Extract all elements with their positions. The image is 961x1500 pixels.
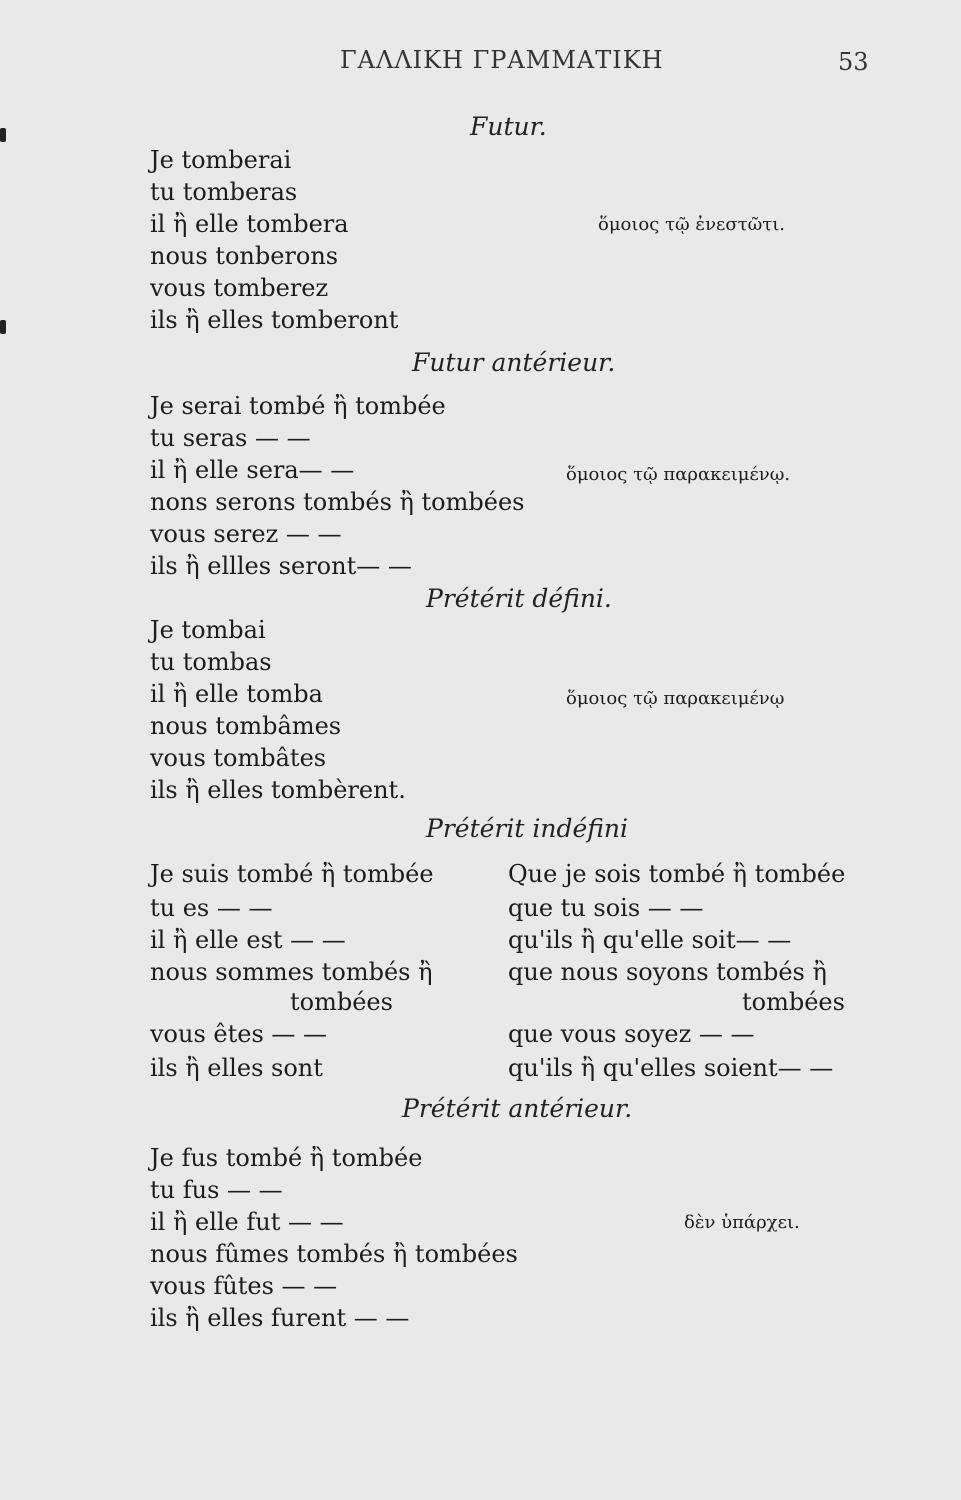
greek-note: ὅμοιος τῷ παρακειμένῳ xyxy=(566,688,785,709)
conjugation-line: vous tombâtes xyxy=(150,744,327,772)
conjugation-line: Je tombai xyxy=(150,616,266,644)
conjugation-line: nous sommes tombés ἢ xyxy=(150,958,433,986)
section-heading-futur: Futur. xyxy=(470,112,547,141)
conjugation-line: ils ἢ elles sont xyxy=(150,1054,323,1082)
conjugation-line: Je tomberai xyxy=(150,146,292,174)
conjugation-line: tu es — — xyxy=(150,894,273,922)
subjunctive-line: que nous soyons tombés ἢ xyxy=(508,958,827,986)
greek-note: ὅμοιος τῷ παρακειμένῳ. xyxy=(566,464,791,485)
binding-mark xyxy=(0,320,6,334)
conjugation-line: ils ἢ ellles seront— — xyxy=(150,552,412,580)
conjugation-line: ils ἢ elles tombèrent. xyxy=(150,776,406,804)
conjugation-line: Je suis tombé ἢ tombée xyxy=(150,860,434,888)
running-header-title: ΓΑΛΛΙΚΗ ΓΡΑΜΜΑΤΙΚΗ xyxy=(340,46,664,74)
conjugation-line: tu seras — — xyxy=(150,424,311,452)
conjugation-line: il ἢ elle sera— — xyxy=(150,456,355,484)
conjugation-line: il ἢ elle tombera xyxy=(150,210,349,238)
conjugation-line: ils ἢ elles tomberont xyxy=(150,306,399,334)
conjugation-line: tu tomberas xyxy=(150,178,298,206)
subjunctive-line: qu'ils ἢ qu'elles soient— — xyxy=(508,1054,834,1082)
binding-mark xyxy=(0,128,6,142)
conjugation-line: Je fus tombé ἢ tombée xyxy=(150,1144,423,1172)
section-heading-preterit-defini: Prétérit défini. xyxy=(426,584,612,613)
conjugation-line: vous tomberez xyxy=(150,274,329,302)
conjugation-line: tombées xyxy=(290,988,393,1016)
section-heading-futur-anterieur: Futur antérieur. xyxy=(412,348,616,377)
subjunctive-line: Que je sois tombé ἢ tombée xyxy=(508,860,846,888)
subjunctive-line: qu'ils ἢ qu'elle soit— — xyxy=(508,926,792,954)
conjugation-line: il ἢ elle tomba xyxy=(150,680,323,708)
conjugation-line: vous fûtes — — xyxy=(150,1272,338,1300)
conjugation-line: il ἢ elle est — — xyxy=(150,926,346,954)
conjugation-line: vous êtes — — xyxy=(150,1020,328,1048)
conjugation-line: ils ἢ elles furent — — xyxy=(150,1304,410,1332)
conjugation-line: tu tombas xyxy=(150,648,272,676)
subjunctive-line: tombées xyxy=(742,988,845,1016)
conjugation-line: nons serons tombés ἢ tombées xyxy=(150,488,525,516)
conjugation-line: nous tombâmes xyxy=(150,712,342,740)
conjugation-line: tu fus — — xyxy=(150,1176,283,1204)
conjugation-line: il ἢ elle fut — — xyxy=(150,1208,344,1236)
greek-note: δὲν ὑπάρχει. xyxy=(684,1212,800,1233)
greek-note: ὅμοιος τῷ ἐνεστῶτι. xyxy=(598,214,786,235)
conjugation-line: Je serai tombé ἢ tombée xyxy=(150,392,446,420)
page-number: 53 xyxy=(838,48,869,76)
conjugation-line: nous fûmes tombés ἢ tombées xyxy=(150,1240,518,1268)
subjunctive-line: que vous soyez — — xyxy=(508,1020,755,1048)
section-heading-preterit-anterieur: Prétérit antérieur. xyxy=(402,1094,633,1123)
conjugation-line: nous tonberons xyxy=(150,242,339,270)
section-heading-preterit-indefini: Prétérit indéfini xyxy=(426,814,629,843)
subjunctive-line: que tu sois — — xyxy=(508,894,704,922)
conjugation-line: vous serez — — xyxy=(150,520,342,548)
